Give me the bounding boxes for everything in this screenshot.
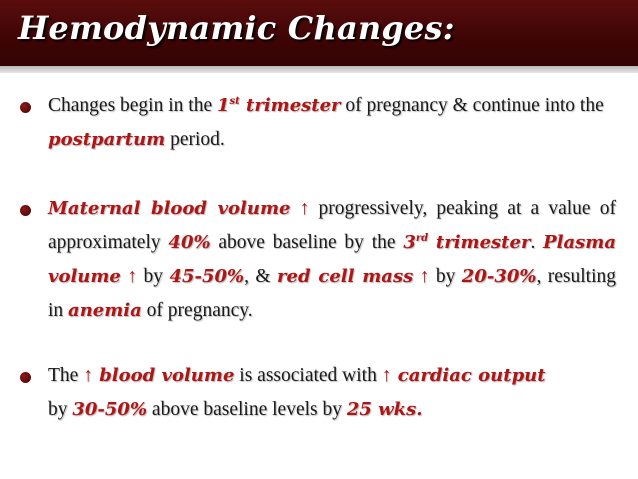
emphasis: 25 wks. [346,399,423,420]
text-run: progressively, peaking at a value of approximately [48,198,616,253]
bullet-3-text [48,359,616,427]
text-run: of pregnancy. [141,300,253,321]
bullet-dot-icon [20,205,31,216]
emphasis: cardiac output [391,365,546,386]
emphasis: 3rd [403,232,429,253]
emphasis: trimester [435,232,531,253]
emphasis: anemia [68,300,142,321]
superscript: rd [415,233,429,244]
emphasis: blood volume [92,365,235,386]
text-run: above baseline by the [210,232,404,253]
bullet-dot-icon [20,102,31,113]
text-run: by [48,399,73,420]
emphasis: Maternal blood volume [48,198,291,219]
emphasis: 30-50% [72,399,148,420]
emphasis: 45-50% [169,266,245,287]
emphasis: 40% [168,232,211,253]
title-divider [0,66,638,73]
title-bar [0,0,638,66]
text-run: is associated with [234,365,382,386]
bullet-2-text [48,192,616,328]
text-run: of pregnancy & continue into the [340,95,604,116]
emphasis: Plasma volume [48,232,616,287]
text-run: period. [165,129,225,150]
up-arrow-icon: ↑ [381,365,392,386]
superscript: st [229,96,240,107]
bullet-1 [20,89,616,157]
text-run: , & [244,266,278,287]
bullet-2 [20,192,616,328]
up-arrow-icon: ↑ [83,365,93,386]
text-run: The [48,365,84,386]
slide-title: Hemodynamic Changes: [18,9,455,47]
text-run: . [530,232,544,253]
text-run: , resulting in [48,266,617,321]
bullet-3 [20,359,616,427]
text-run: above baseline levels by [147,399,347,420]
emphasis: red cell mass [277,266,414,287]
text-run: Changes begin in the [48,95,217,116]
emphasis: postpartum [48,129,166,150]
emphasis: 1st trimester [216,95,341,116]
emphasis: 20-30% [461,266,537,287]
text-run: by [137,266,170,287]
up-arrow-icon: ↑ [413,266,430,287]
bullet-dot-icon [20,372,31,383]
text-run: by [429,266,462,287]
up-arrow-icon: ↑ [290,198,310,219]
bullet-1-text [48,89,616,157]
up-arrow-icon: ↑ [120,266,138,287]
